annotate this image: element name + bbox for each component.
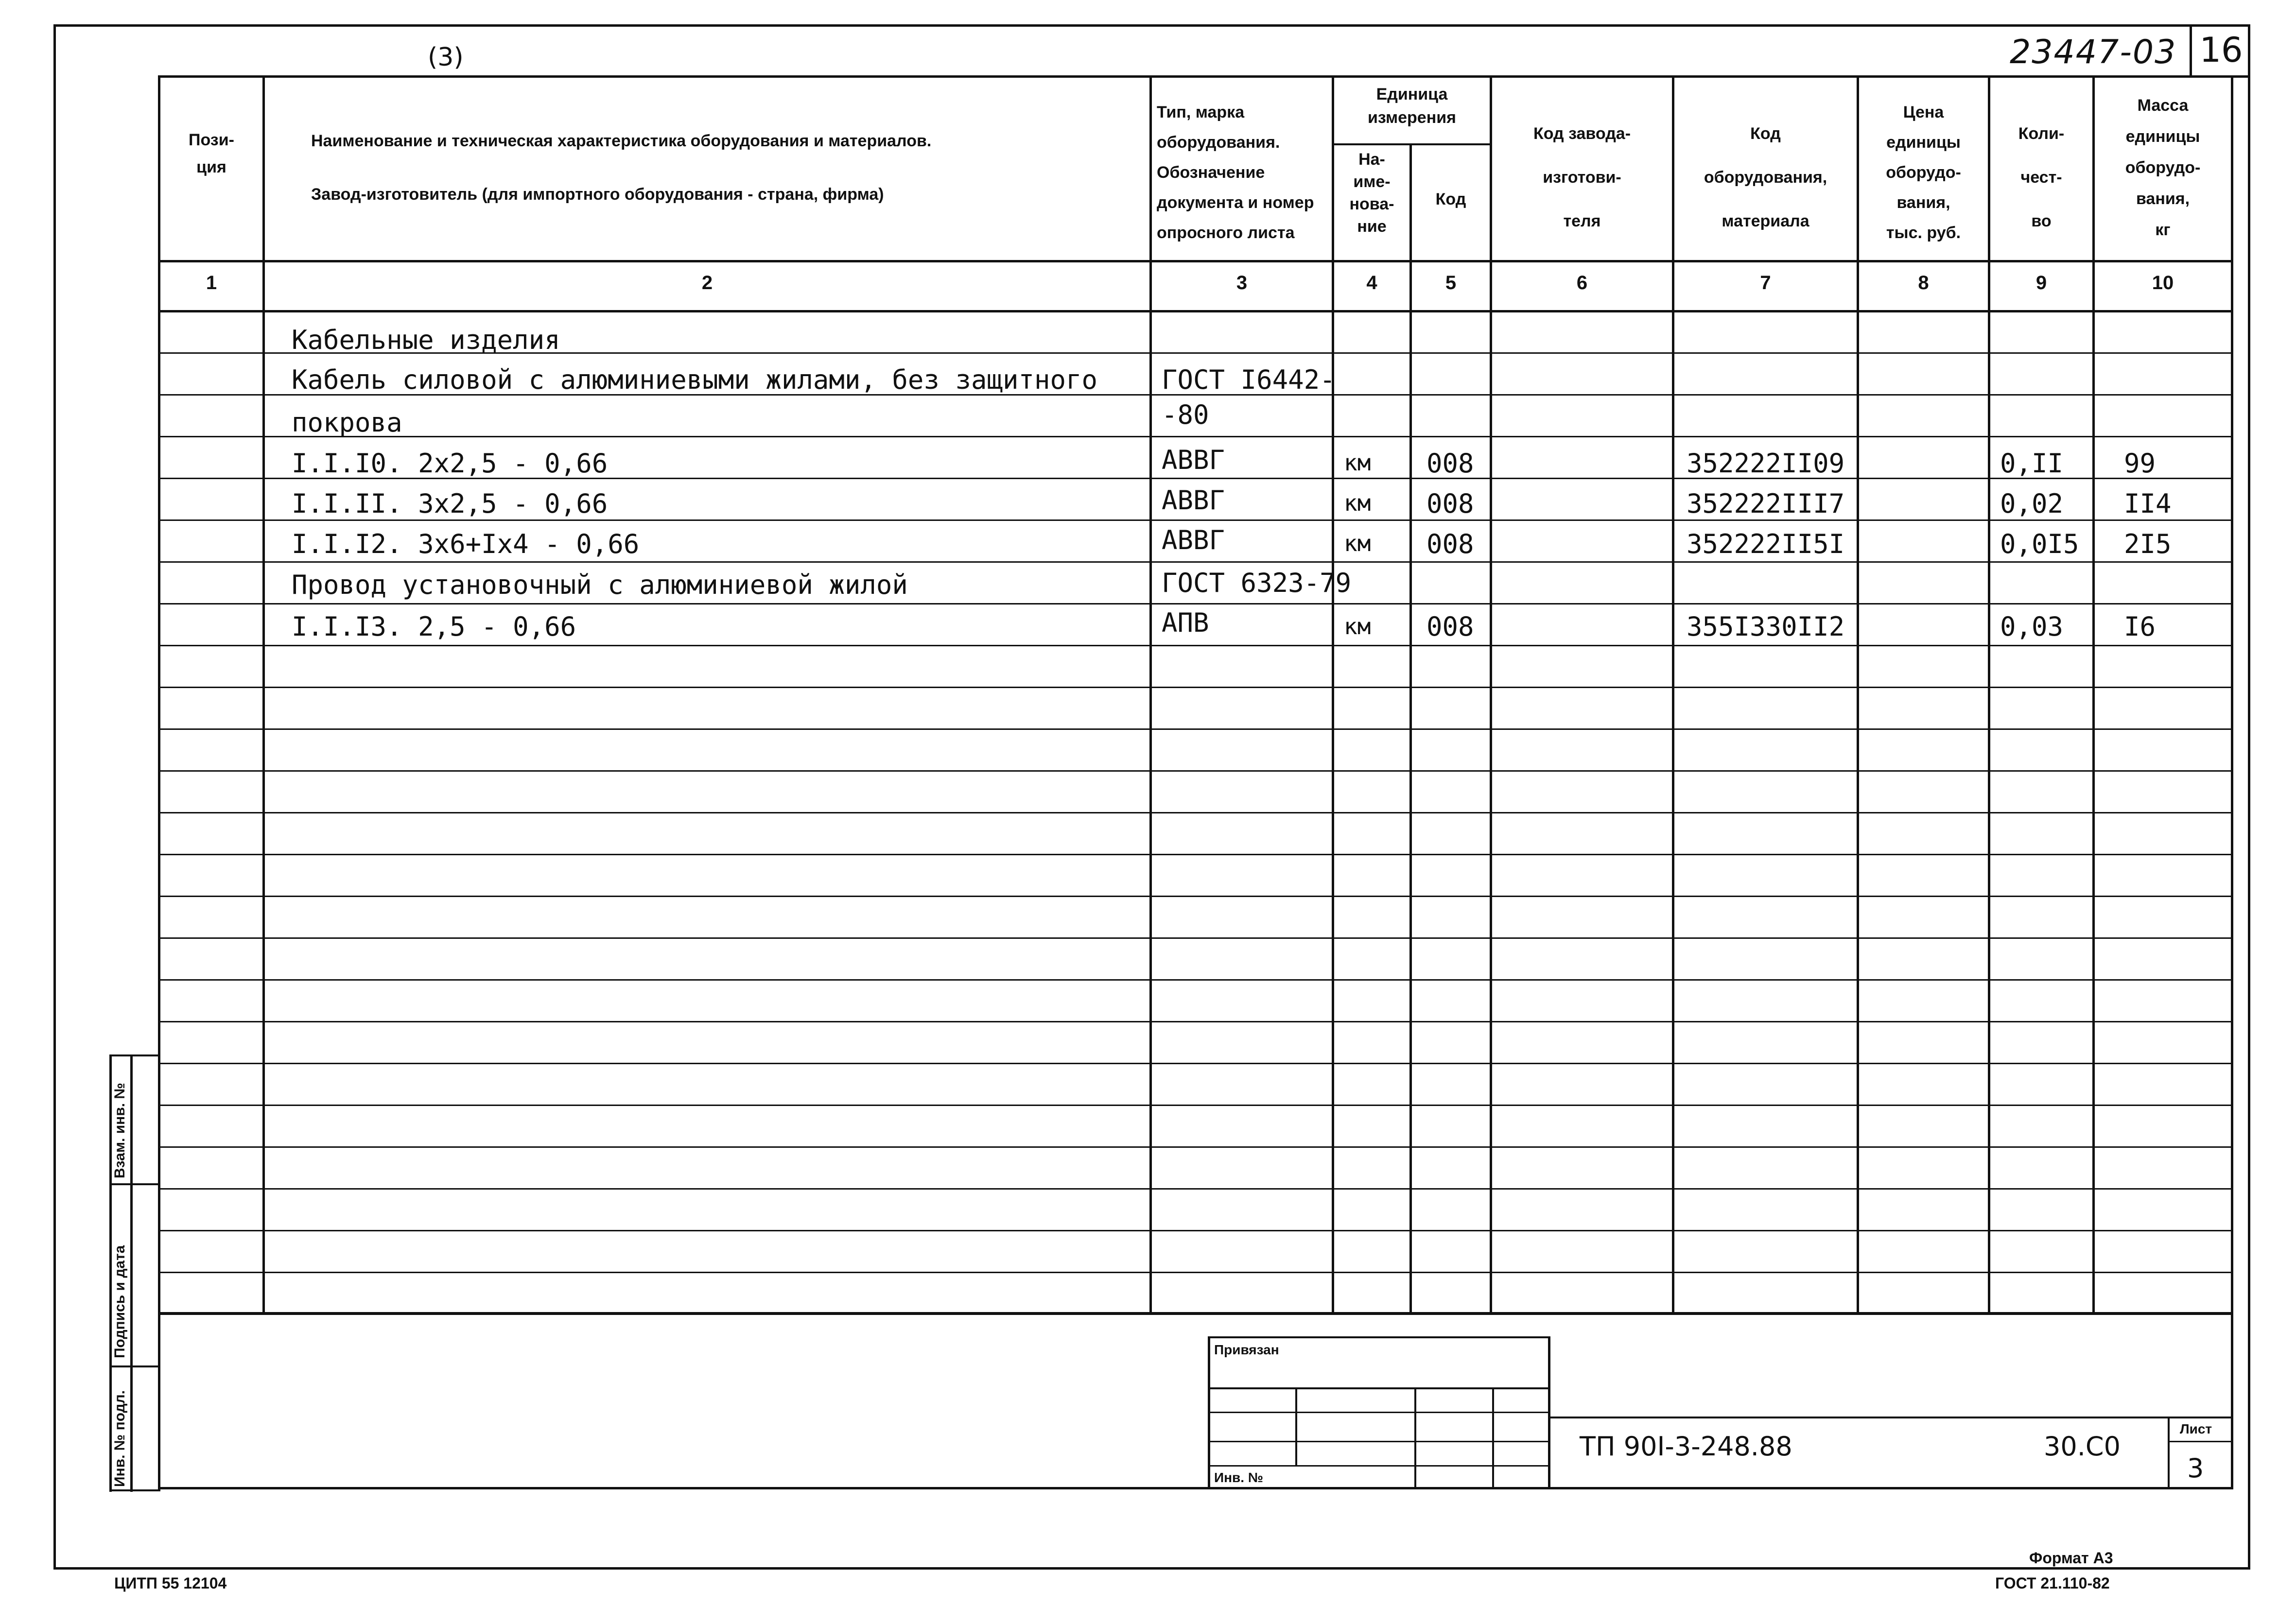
page-number: 16 (2190, 24, 2250, 78)
row-unit-code: 008 (1426, 488, 1474, 519)
row-mass: I6 (2124, 611, 2156, 642)
col-header-1: Пози- ция (189, 131, 234, 176)
row-mass: 2I5 (2124, 529, 2172, 559)
row-quantity: 0,02 (2000, 488, 2064, 519)
row-rule (160, 1188, 2231, 1190)
row-name: I.I.II. 3x2,5 - 0,66 (292, 488, 608, 519)
row-mass: 99 (2124, 448, 2156, 479)
colnum-10: 10 (2152, 272, 2174, 294)
colnum-1: 1 (206, 272, 217, 294)
sidebar-top-line (109, 1054, 160, 1056)
stamp-line-2 (1208, 1412, 1550, 1413)
stamp-vline-3 (1492, 1387, 1494, 1489)
row-rule (160, 854, 2231, 855)
row-type: АВВГ (1162, 525, 1225, 555)
titleblock-top-line (1548, 1417, 2233, 1418)
row-name: I.I.I3. 2,5 - 0,66 (292, 611, 576, 642)
row-unit-code: 008 (1426, 611, 1474, 642)
row-type: АВВГ (1162, 485, 1225, 516)
stamp-line-4 (1208, 1465, 1550, 1467)
table-body-bottom (160, 1312, 2231, 1314)
col-line-8 (1988, 75, 1990, 1314)
row-rule (160, 519, 2231, 521)
col-header-10: Масса единицы оборудо- вания, кг (2125, 96, 2201, 239)
col-header-4: На- име- нова- ние (1349, 150, 1394, 236)
row-name: покрова (292, 407, 402, 438)
col-header-7: Код оборудования, материала (1704, 124, 1827, 230)
col-line-3 (1332, 75, 1334, 1314)
row-type: ГОСТ I6442- (1162, 364, 1336, 395)
row-unit-code: 008 (1426, 448, 1474, 479)
titleblock-list-line (2168, 1417, 2170, 1489)
col-line-1 (262, 75, 265, 1314)
row-mass: II4 (2124, 488, 2172, 519)
footer-left: ЦИТП 55 12104 (114, 1574, 227, 1592)
row-rule (160, 687, 2231, 688)
col-line-2 (1149, 75, 1152, 1314)
sidebar-vzam-label: Взам. инв. № (112, 1083, 128, 1178)
row-name: Кабельные изделия (292, 325, 560, 355)
table-bottom-border (158, 1487, 2233, 1489)
col-line-9 (2092, 75, 2095, 1314)
row-unit-name: км (1344, 530, 1371, 556)
row-rule (160, 561, 2231, 563)
sidebar-mid-line (130, 1054, 133, 1492)
row-name: I.I.I0. 2x2,5 - 0,66 (292, 448, 608, 479)
row-rule (160, 1272, 2231, 1273)
row-name: I.I.I2. 3x6+Ix4 - 0,66 (292, 529, 640, 559)
sheet-note: (3) (428, 43, 464, 72)
colnum-5: 5 (1445, 272, 1457, 294)
row-rule (160, 770, 2231, 772)
row-material-code: 352222III7 (1687, 488, 1845, 519)
row-unit-name: км (1344, 490, 1371, 516)
stamp-line-1 (1208, 1387, 1550, 1389)
list-number: 3 (2187, 1453, 2204, 1484)
list-label: Лист (2180, 1421, 2212, 1436)
row-rule (160, 1230, 2231, 1231)
row-material-code: 352222II5I (1687, 529, 1845, 559)
stamp-privyazan: Привязан (1214, 1342, 1279, 1357)
document-code: 23447-03 (2010, 33, 2177, 71)
stamp-vline-1 (1295, 1387, 1297, 1465)
row-unit-name: км (1344, 613, 1371, 639)
row-unit-name: км (1344, 449, 1371, 476)
outer-frame (53, 24, 2250, 1570)
table-right-border (2231, 75, 2233, 1489)
row-quantity: 0,0I5 (2000, 529, 2079, 559)
row-type: АВВГ (1162, 445, 1225, 475)
col-header-6: Код завода- изготови- теля (1533, 124, 1631, 230)
col-header-8: Цена единицы оборудо- вания, тыс. руб. (1886, 103, 1961, 242)
row-quantity: 0,II (2000, 448, 2064, 479)
col-line-5 (1490, 75, 1492, 1314)
row-rule (160, 1146, 2231, 1148)
colnum-7: 7 (1760, 272, 1771, 294)
col-header-2: Наименование и техническая характеристика оборудования и материалов. Завод-изготовитель (для импортного оборудования - страна, фирма) (311, 132, 932, 204)
footer-gost: ГОСТ 21.110-82 (1995, 1574, 2110, 1592)
table-top-border (158, 75, 2233, 78)
col-header-9: Коли- чест- во (2018, 124, 2065, 230)
colnum-8: 8 (1918, 272, 1929, 294)
row-rule (160, 1021, 2231, 1022)
row-rule (160, 728, 2231, 730)
colnum-3: 3 (1236, 272, 1248, 294)
colnum-9: 9 (2035, 272, 2047, 294)
sidebar-podpis-label: Подпись и дата (112, 1245, 128, 1358)
footer-format: Формат А3 (2029, 1549, 2113, 1567)
sidebar-sep-1 (109, 1183, 160, 1185)
titleblock-list-sep (2168, 1441, 2233, 1442)
stamp-vline-2 (1414, 1387, 1416, 1489)
row-unit-code: 008 (1426, 529, 1474, 559)
col-header-3: Тип, марка оборудования. Обозначение документа и номер опросного листа (1157, 103, 1314, 242)
row-rule (160, 979, 2231, 981)
unit-group-header: Единица измерения (1368, 85, 1456, 127)
row-rule (160, 812, 2231, 813)
header-divider (158, 260, 2233, 262)
colnum-divider (158, 310, 2233, 312)
row-rule (160, 645, 2231, 646)
colnum-2: 2 (701, 272, 713, 294)
sidebar-inv-label: Инв. № подл. (112, 1390, 128, 1487)
sidebar-bottom-line (109, 1489, 160, 1491)
row-type: -80 (1162, 399, 1209, 430)
col-line-7 (1857, 75, 1859, 1314)
sidebar-sep-2 (109, 1365, 160, 1367)
row-rule (160, 603, 2231, 605)
row-type: АПВ (1162, 607, 1209, 638)
col-header-5: Код (1435, 190, 1466, 208)
row-rule (160, 1105, 2231, 1106)
row-type: ГОСТ 6323-79 (1162, 568, 1352, 598)
colnum-4: 4 (1366, 272, 1377, 294)
row-quantity: 0,03 (2000, 611, 2064, 642)
colnum-6: 6 (1576, 272, 1588, 294)
row-rule (160, 436, 2231, 437)
col-line-6 (1672, 75, 1674, 1314)
stamp-line-3 (1208, 1441, 1550, 1442)
album-code: 30.C0 (2044, 1431, 2121, 1462)
stamp-top-line (1208, 1336, 1550, 1338)
row-rule (160, 1063, 2231, 1064)
row-rule (160, 937, 2231, 939)
stamp-inv-no: Инв. № (1214, 1470, 1264, 1485)
row-material-code: 355I330II2 (1687, 611, 1845, 642)
row-material-code: 352222II09 (1687, 448, 1845, 479)
row-rule (160, 896, 2231, 897)
row-name: Провод установочный с алюминиевой жилой (292, 570, 908, 600)
row-name: Кабель силовой с алюминиевыми жилами, без защитного (292, 364, 1098, 395)
project-code: ТП 90I-3-248.88 (1580, 1431, 1792, 1462)
